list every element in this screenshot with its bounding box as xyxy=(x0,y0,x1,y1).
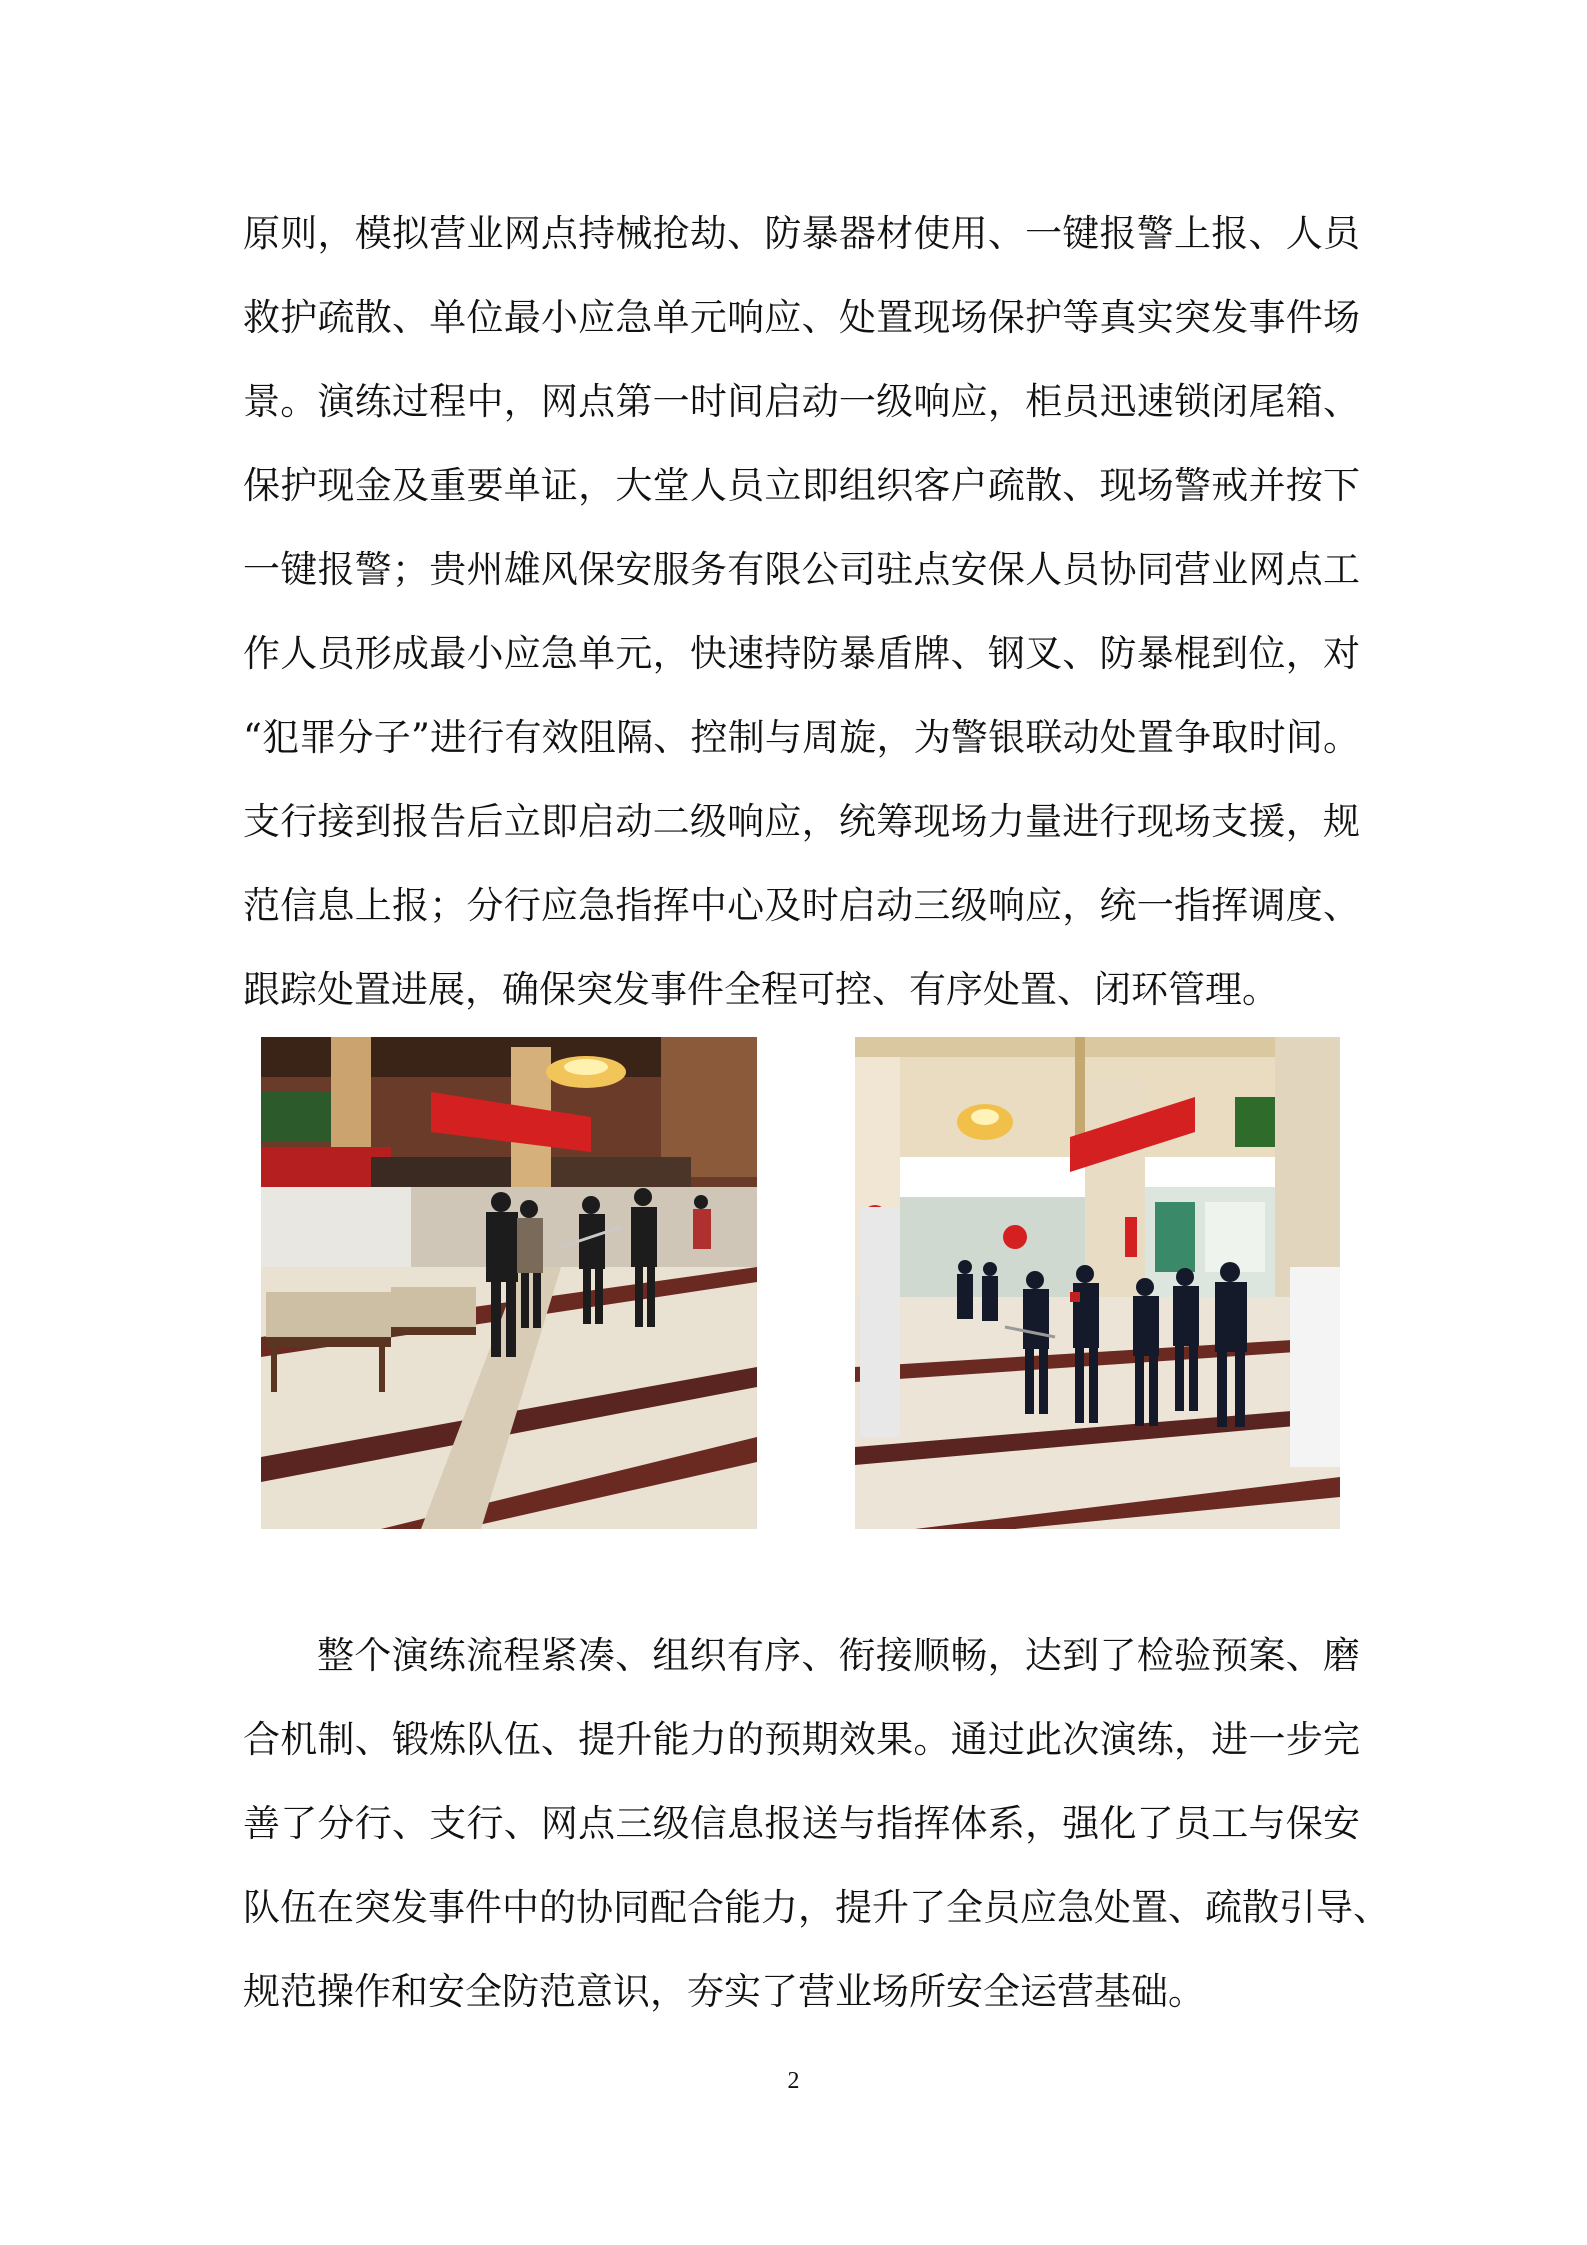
text-line: 范信息上报；分行应急指挥中心及时启动三级响应，统一指挥调度、 xyxy=(243,884,1360,927)
text-line: 原则，模拟营业网点持械抢劫、防暴器材使用、一键报警上报、人员 xyxy=(243,212,1360,255)
text-line: 保护现金及重要单证，大堂人员立即组织客户疏散、现场警戒并按下 xyxy=(243,464,1360,507)
text-line: “犯罪分子”进行有效阻隔、控制与周旋，为警银联动处置争取时间。 xyxy=(243,716,1360,759)
text-line: 支行接到报告后立即启动二级响应，统筹现场力量进行现场支援，规 xyxy=(243,800,1360,843)
text-line: 合机制、锻炼队伍、提升能力的预期效果。通过此次演练，进一步完 xyxy=(243,1718,1360,1761)
text-line: 规范操作和安全防范意识，夯实了营业场所安全运营基础。 xyxy=(243,1970,1205,2013)
text-line: 善了分行、支行、网点三级信息报送与指挥体系，强化了员工与保安 xyxy=(243,1802,1360,1845)
text-line: 一键报警；贵州雄风保安服务有限公司驻点安保人员协同营业网点工 xyxy=(243,548,1360,591)
text-line: 整个演练流程紧凑、组织有序、衔接顺畅，达到了检验预案、磨 xyxy=(317,1634,1360,1677)
text-line: 救护疏散、单位最小应急单元响应、处置现场保护等真实突发事件场 xyxy=(243,296,1360,339)
page-number: 2 xyxy=(787,2068,800,2094)
photo-bank-lobby-drill-security-guards xyxy=(855,1037,1340,1529)
text-line: 队伍在突发事件中的协同配合能力，提升了全员应急处置、疏散引导、 xyxy=(243,1886,1390,1929)
paragraph-drill-summary xyxy=(243,1614,1390,2034)
text-line: 跟踪处置进展，确保突发事件全程可控、有序处置、闭环管理。 xyxy=(243,968,1279,1011)
photo-bank-lobby-drill-security-guards-image xyxy=(855,1037,1340,1529)
photo-bank-lobby-drill-staff xyxy=(261,1037,757,1529)
photo-bank-lobby-drill-staff-image xyxy=(261,1037,757,1529)
text-line: 作人员形成最小应急单元，快速持防暴盾牌、钢叉、防暴棍到位，对 xyxy=(243,632,1360,675)
paragraph-drill-process xyxy=(243,192,1360,1032)
text-line: 景。演练过程中，网点第一时间启动一级响应，柜员迅速锁闭尾箱、 xyxy=(243,380,1360,423)
